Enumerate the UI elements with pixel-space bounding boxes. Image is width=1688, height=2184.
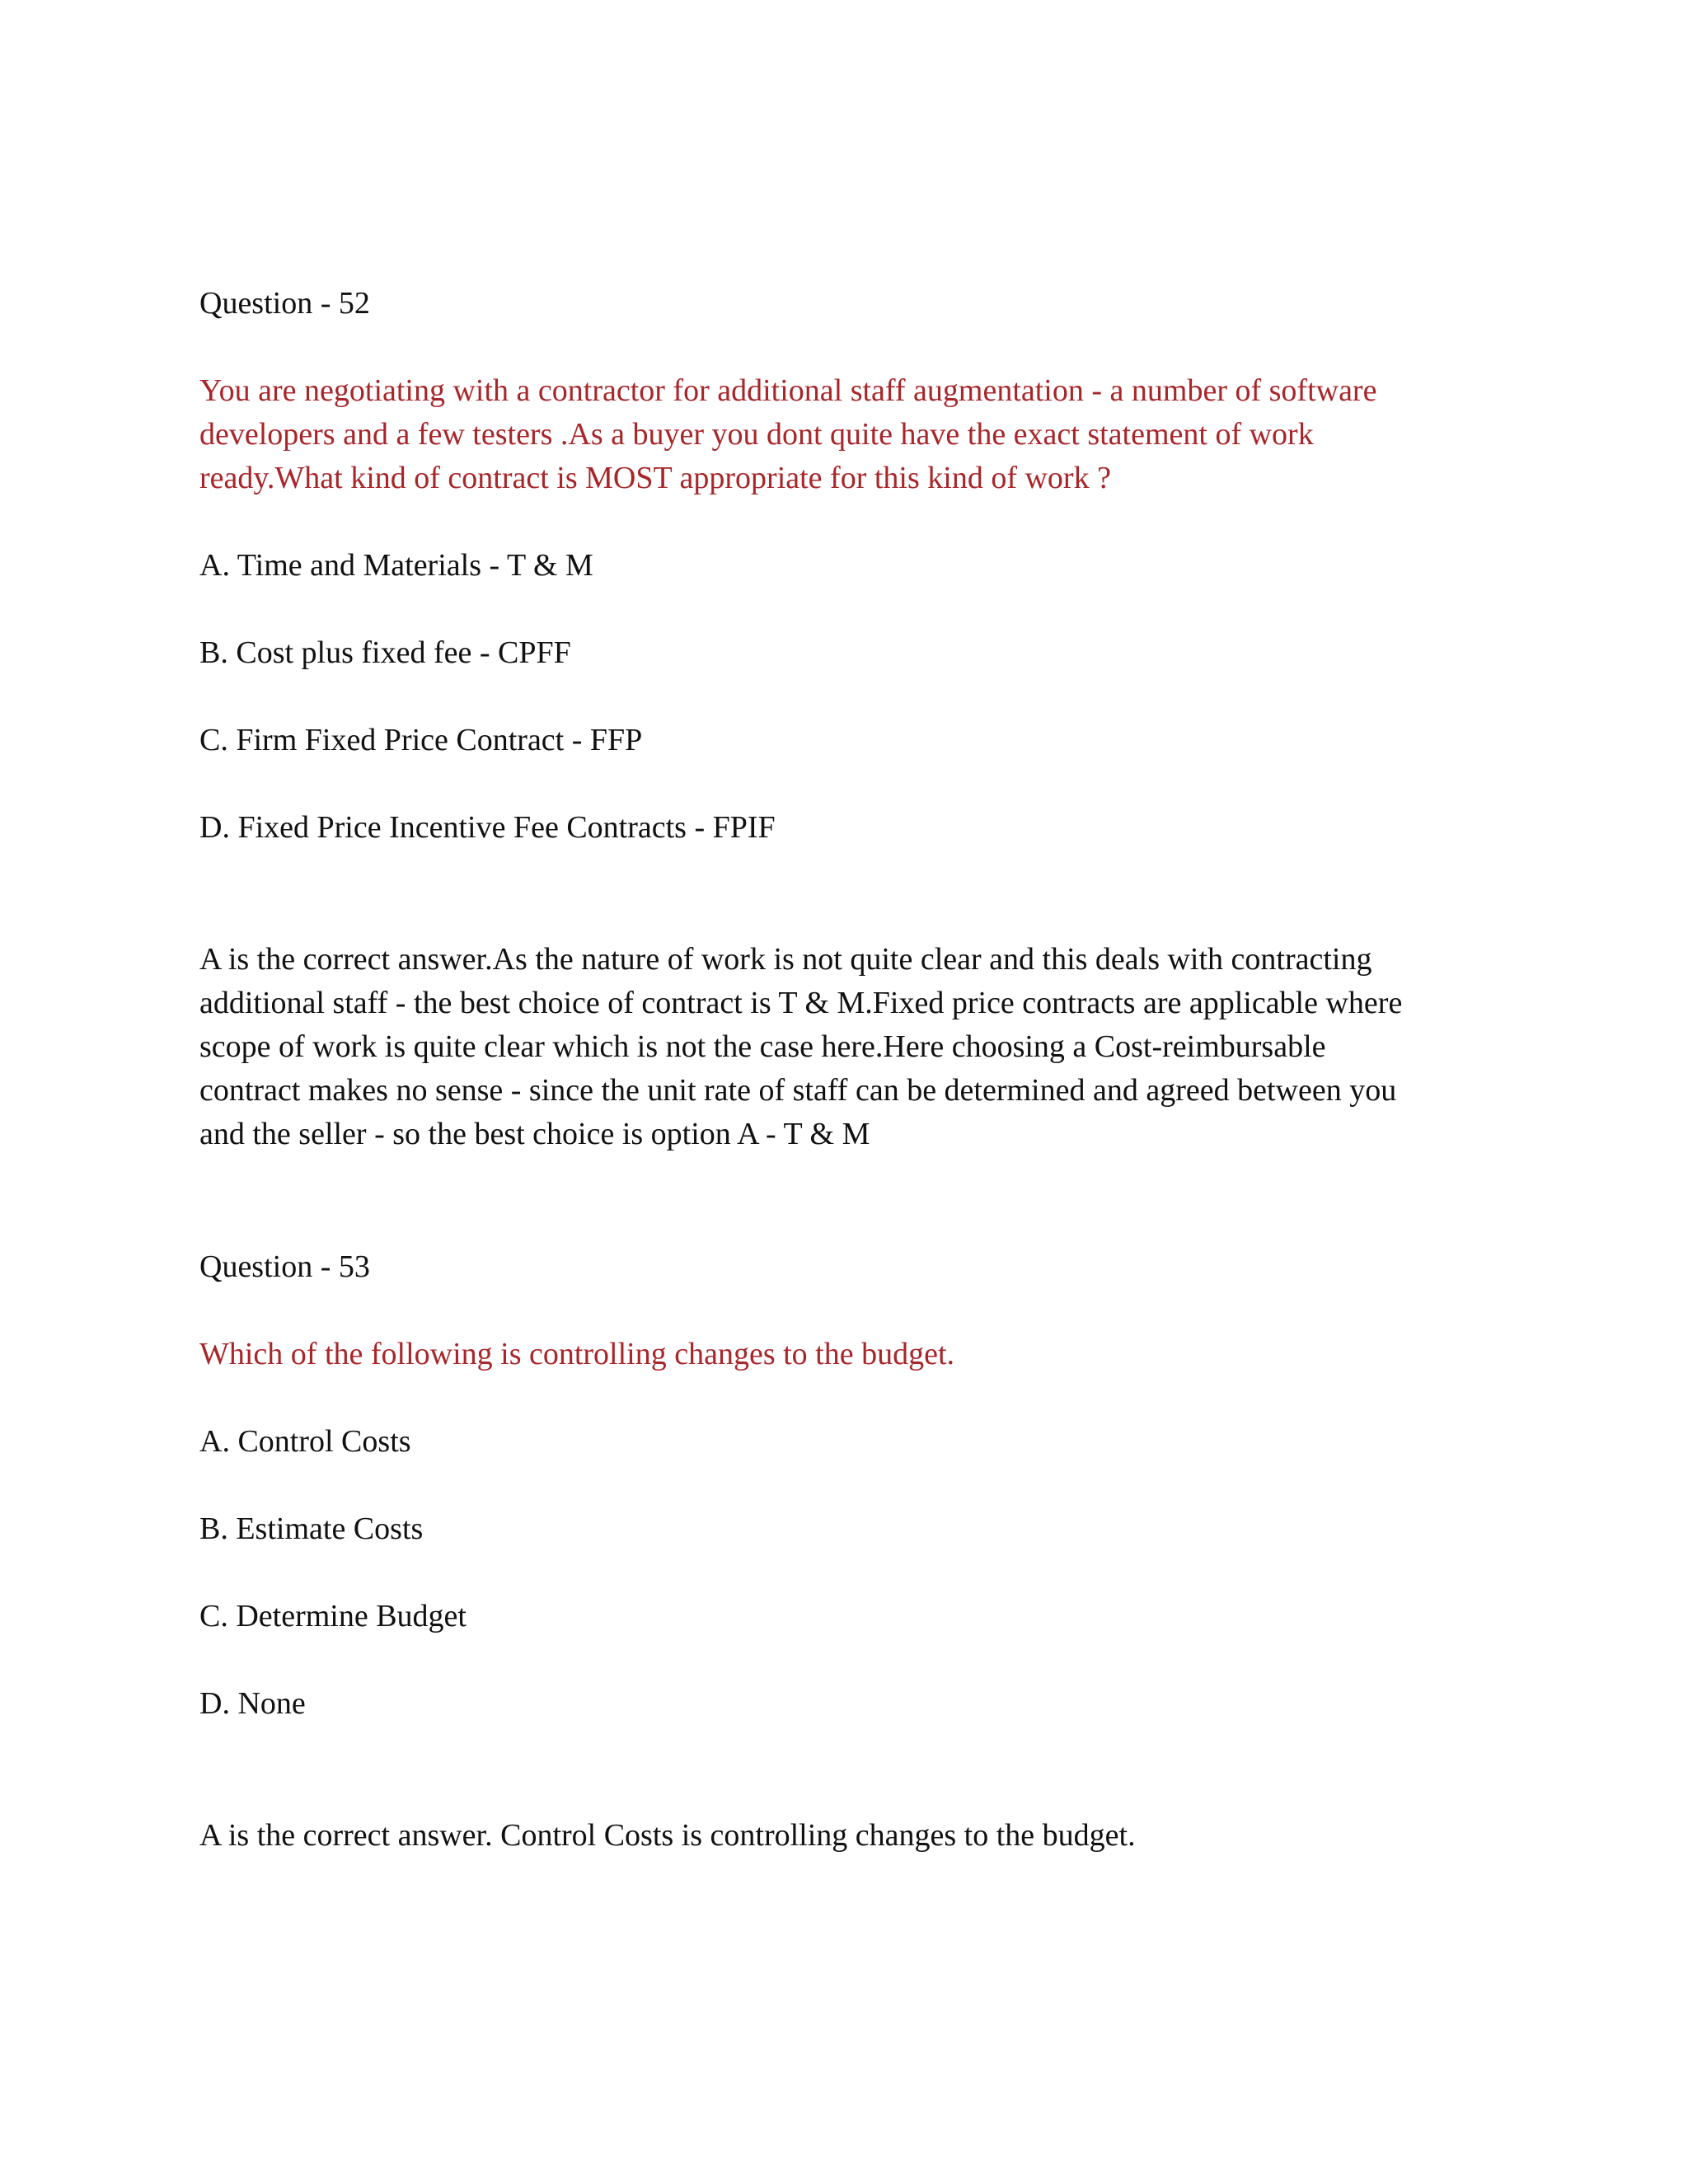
option-text: A. Control Costs — [199, 1424, 411, 1459]
question-53-header — [199, 1245, 1502, 1289]
option-text: B. Estimate Costs — [199, 1511, 424, 1546]
question-line: You are negotiating with a contractor for additional staff augmentation - a number of software — [199, 373, 1377, 408]
answer-line: additional staff - the best choice of contract is T & M.Fixed price contracts are applicable where — [199, 986, 1403, 1020]
question-52-option-d — [199, 806, 1502, 850]
question-53-answer — [199, 1814, 1502, 1858]
option-text: A. Time and Materials - T & M — [199, 548, 593, 583]
question-52-text — [199, 369, 1502, 500]
answer-line: contract makes no sense - since the unit rate of staff can be determined and agreed between you — [199, 1073, 1397, 1108]
option-text: D. None — [199, 1686, 306, 1721]
option-text: C. Firm Fixed Price Contract - FFP — [199, 723, 643, 757]
answer-line: A is the correct answer. Control Costs is controlling changes to the budget. — [199, 1818, 1136, 1853]
question-line: developers and a few testers .As a buyer you dont quite have the exact statement of work — [199, 417, 1314, 452]
question-header-text: Question - 53 — [199, 1249, 370, 1284]
option-text: B. Cost plus fixed fee - CPFF — [199, 635, 571, 670]
answer-line: scope of work is quite clear which is not the case here.Here choosing a Cost-reimbursable — [199, 1029, 1326, 1064]
question-52-option-a — [199, 544, 1502, 588]
option-text: C. Determine Budget — [199, 1599, 467, 1633]
question-header-text: Question - 52 — [199, 286, 370, 321]
option-text: D. Fixed Price Incentive Fee Contracts - FPIF — [199, 810, 776, 845]
question-53-option-b — [199, 1507, 1502, 1551]
question-line: ready.What kind of contract is MOST appropriate for this kind of work ? — [199, 461, 1111, 495]
question-52-option-b — [199, 631, 1502, 675]
answer-line: A is the correct answer.As the nature of work is not quite clear and this deals with contracting — [199, 942, 1372, 977]
question-52-option-c — [199, 719, 1502, 762]
question-53-option-a — [199, 1420, 1502, 1464]
answer-line: and the seller - so the best choice is option A - T & M — [199, 1117, 870, 1151]
question-52-header — [199, 282, 1502, 326]
question-53-option-c — [199, 1595, 1502, 1638]
question-line: Which of the following is controlling changes to the budget. — [199, 1337, 955, 1371]
question-53-option-d — [199, 1682, 1502, 1726]
question-53-text — [199, 1333, 1502, 1376]
question-52-answer — [199, 938, 1502, 1156]
